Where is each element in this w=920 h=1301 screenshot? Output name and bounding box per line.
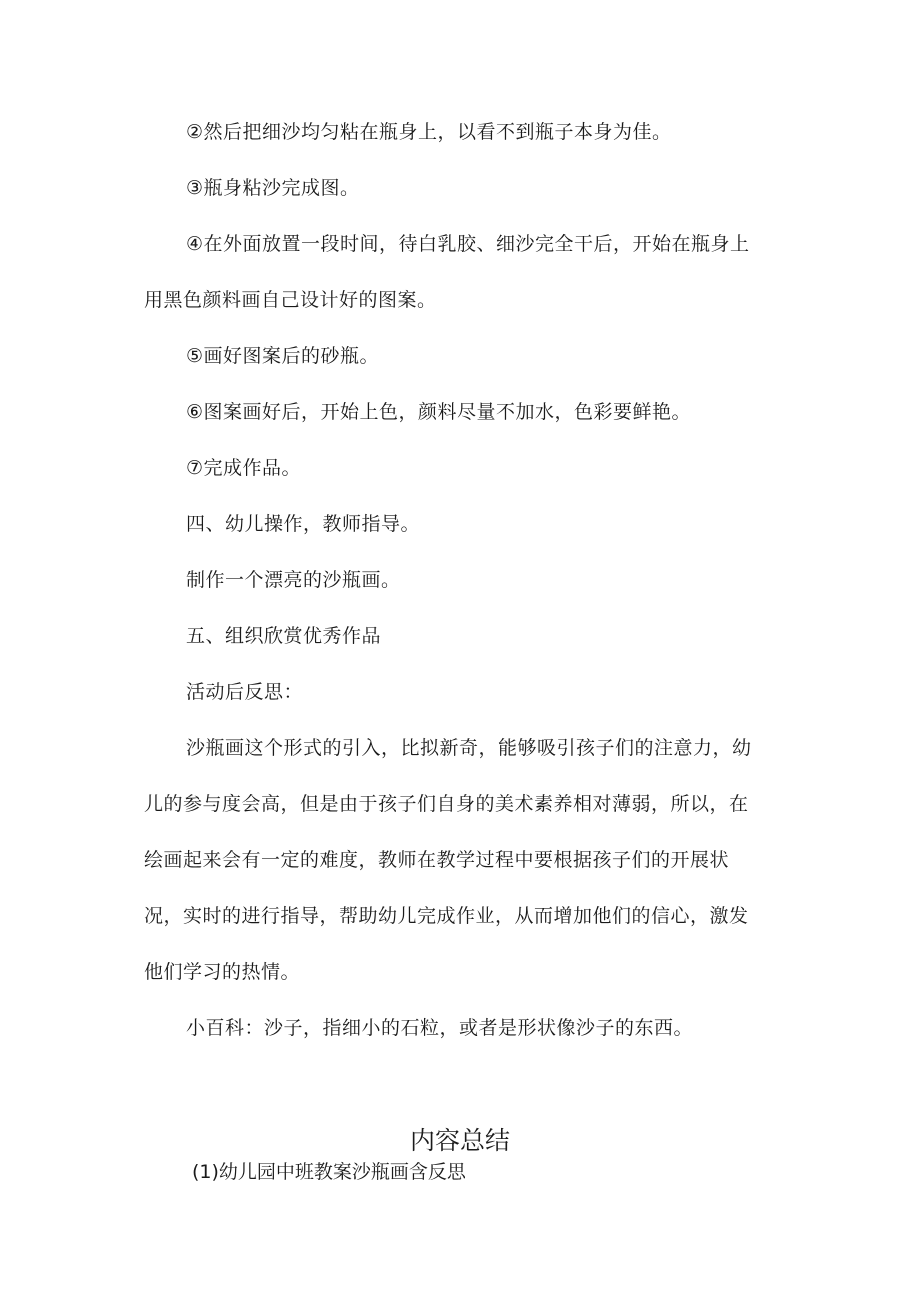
paragraph-line: 小百科：沙子，指细小的石粒，或者是形状像沙子的东西。 — [186, 1017, 694, 1039]
paragraph-line: 况，实时的进行指导，帮助幼儿完成作业，从而增加他们的信心，激发 — [144, 905, 749, 927]
paragraph-line: ④在外面放置一段时间，待白乳胶、细沙完全干后，开始在瓶身上 — [186, 233, 750, 255]
section-heading: 五、组织欣赏优秀作品 — [186, 625, 382, 647]
paragraph-line: ②然后把细沙均匀粘在瓶身上，以看不到瓶子本身为佳。 — [186, 121, 672, 143]
section-heading: 活动后反思： — [186, 681, 304, 703]
paragraph-line: ⑥图案画好后，开始上色，颜料尽量不加水，色彩要鲜艳。 — [186, 401, 692, 423]
summary-item: (1)幼儿园中班教案沙瓶画含反思 — [192, 1161, 466, 1183]
paragraph-line: 沙瓶画这个形式的引入，比拟新奇，能够吸引孩子们的注意力，幼 — [186, 737, 752, 759]
summary-title: 内容总结 — [409, 1126, 510, 1155]
section-heading: 四、幼儿操作，教师指导。 — [186, 513, 421, 535]
paragraph-line: 绘画起来会有一定的难度，教师在教学过程中要根据孩子们的开展状 — [144, 849, 730, 871]
paragraph-line: ⑦完成作品。 — [186, 457, 302, 479]
paragraph-line: 用黑色颜料画自己设计好的图案。 — [144, 289, 437, 311]
paragraph-line: 他们学习的热情。 — [144, 961, 301, 983]
paragraph-line: 制作一个漂亮的沙瓶画。 — [186, 569, 401, 591]
paragraph-line: ③瓶身粘沙完成图。 — [186, 177, 360, 199]
paragraph-line: ⑤画好图案后的砂瓶。 — [186, 345, 380, 367]
paragraph-line: 儿的参与度会高，但是由于孩子们自身的美术素养相对薄弱，所以，在 — [144, 793, 749, 815]
